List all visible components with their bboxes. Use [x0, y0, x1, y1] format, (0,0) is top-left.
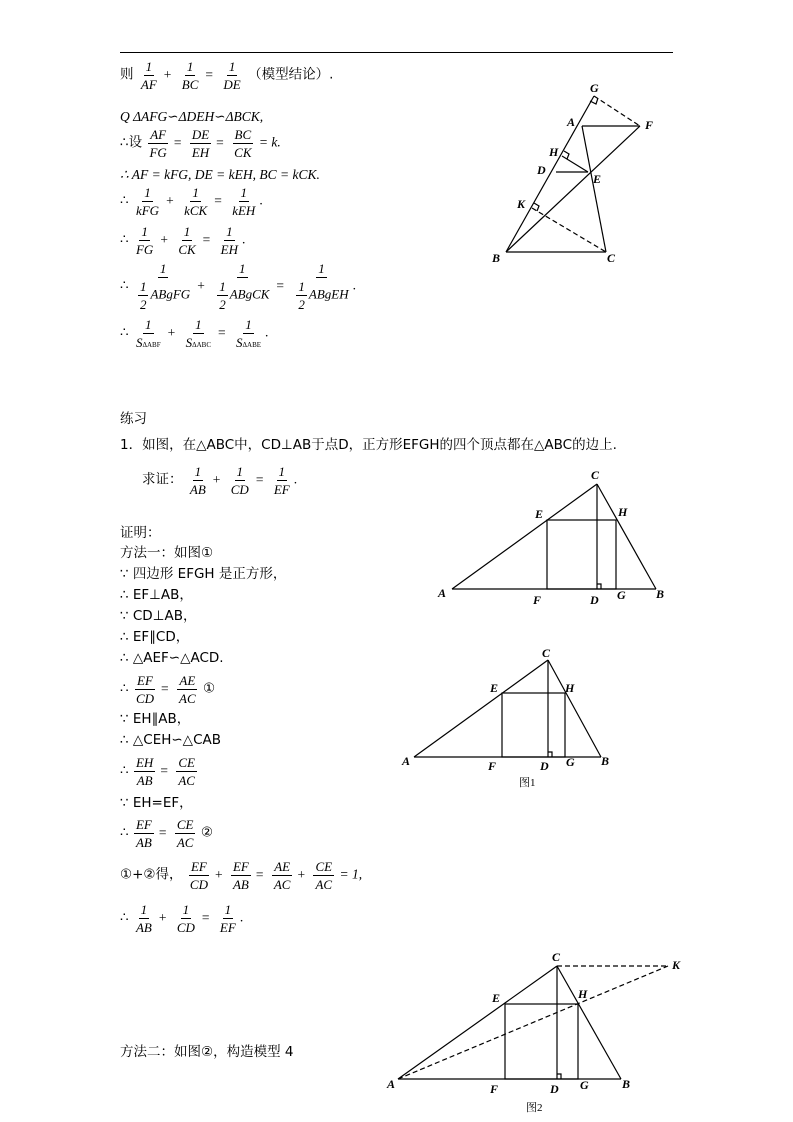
fig2-label-c: C	[552, 950, 561, 964]
frac-1-keh: $\frac{1}{\text{kEH}}$	[232, 185, 256, 218]
fig1-label-b: B	[601, 754, 610, 768]
step-eh-equals-ef: ∵ EH=EF，	[120, 795, 193, 811]
method-one-heading: 方法一：如图①	[120, 545, 214, 561]
frac-bc-ck: $\frac{BC}{CK}$	[234, 127, 252, 160]
fig-top-label-h: H	[549, 145, 559, 159]
fig2-label-g: G	[580, 1078, 589, 1092]
frac-area-abc: 1 $\frac{1}{2}$ ABgCK	[219, 261, 270, 312]
ratio-k-line: ∴设 $\frac{AF}{FG}$ = $\frac{DE}{EH}$ = $\frac{BC}{CK}$ = k.	[120, 127, 281, 160]
fig1-line-cb	[548, 660, 601, 757]
therefore-sign: ∴	[120, 192, 129, 208]
fig2-label-b: B	[622, 1077, 631, 1091]
area-expression-line: ∴ 1 $\frac{1}{2}$ ABgFG + 1 $\frac{1}{2}$ ABgCK = 1 $\frac{1}{2}$ ABgEH .	[120, 261, 357, 312]
fig2-caption: 图2	[526, 1102, 543, 1114]
frac-ef-cd-2: $\frac{EF}{CD}$	[189, 859, 208, 892]
frac-1-cd-2: $\frac{1}{CD}$	[176, 902, 195, 935]
frac-1-s-abf: $\frac{1}{\text{SΔABF}}$	[135, 317, 161, 350]
fig2-label-h: H	[578, 987, 588, 1001]
figure-a	[452, 484, 656, 589]
frac-1-ef-2: $\frac{1}{EF}$	[219, 902, 236, 935]
sum-label: ①+②得，	[120, 866, 183, 883]
fig-top-label-a: A	[567, 115, 576, 129]
frac-1-af: $\frac{1}{AF}$	[140, 59, 157, 92]
fig-a-line-ac	[452, 484, 597, 589]
fig-a-label-c: C	[591, 468, 600, 482]
fig-top-line-gf	[594, 96, 640, 126]
mark-one: ①	[203, 680, 216, 697]
model-conclusion-line: 则 $\frac{1}{AF}$ + $\frac{1}{BC}$ = $\frac{1}{DE}$ （模型结论）.	[120, 59, 334, 92]
frac-1-eh: $\frac{1}{EH}$	[220, 224, 238, 257]
fig-a-label-b: B	[656, 587, 665, 601]
therefore-sign: ∴	[120, 762, 129, 778]
fig-top-line-kc	[532, 208, 606, 252]
figure-2	[398, 966, 668, 1079]
frac-ce-ac-3: $\frac{CE}{AC}$	[315, 859, 333, 892]
ze-text: 则	[120, 66, 134, 83]
fig2-label-k: K	[672, 958, 681, 972]
fig-top-label-f: F	[645, 118, 654, 132]
frac-1-bc: $\frac{1}{BC}$	[181, 59, 199, 92]
therefore-sign: ∴	[120, 680, 129, 696]
frac-de-eh: $\frac{DE}{EH}$	[191, 127, 210, 160]
therefore-sign: ∴	[120, 324, 129, 340]
frac-ae-ac-2: $\frac{AE}{AC}$	[273, 859, 291, 892]
frac-1-ab: $\frac{1}{AB}$	[189, 464, 206, 497]
frac-1-kfg: $\frac{1}{\text{kFG}}$	[135, 185, 160, 218]
fig-top-line-ac	[582, 126, 606, 252]
ratio-one-line: ∴ $\frac{EF}{CD}$ = $\frac{AE}{AC}$ ①	[120, 673, 216, 706]
frac-1-cd: $\frac{1}{CD}$	[230, 464, 249, 497]
frac-1-ck: $\frac{1}{CK}$	[178, 224, 196, 257]
fig1-label-d: D	[540, 759, 549, 773]
fig1-line-ac	[414, 660, 548, 757]
method-two-heading: 方法二：如图②，构造模型 4	[120, 1044, 294, 1060]
fig-a-label-f: F	[533, 593, 542, 607]
fig-a-label-e: E	[535, 507, 544, 521]
fig-top-line-he	[562, 156, 588, 172]
conclusion-line: ∴ $\frac{1}{AB}$ + $\frac{1}{CD}$ = $\frac{1}{EF}$ .	[120, 902, 244, 935]
frac-1-kck: $\frac{1}{\text{kCK}}$	[184, 185, 208, 218]
frac-af-fg: $\frac{AF}{FG}$	[149, 127, 167, 160]
fig1-label-f: F	[488, 759, 497, 773]
fig1-label-h: H	[565, 681, 575, 695]
step-similar-aef: ∴ △AEF∽△ACD.	[120, 650, 224, 666]
step-cd-perp: ∵ CD⊥AB，	[120, 608, 197, 624]
sum-line: ①+②得， $\frac{EF}{CD}$ + $\frac{EF}{AB}$ = $\frac{AE}{AC}$ + $\frac{CE}{AC}$ = 1,	[120, 859, 363, 892]
fig2-line-cb	[557, 966, 621, 1079]
step-ef-parallel: ∴ EF∥CD，	[120, 629, 190, 645]
fig-top-label-d: D	[537, 163, 546, 177]
therefore-sign: ∴	[120, 277, 129, 293]
proof-label: 证明：	[120, 525, 161, 541]
fig2-square-efgh	[505, 1004, 578, 1079]
mark-two: ②	[200, 824, 213, 841]
fig-top-label-g: G	[590, 81, 599, 95]
therefore-sign: ∴	[120, 231, 129, 247]
frac-1-fg: $\frac{1}{FG}$	[135, 224, 154, 257]
fig-a-line-cb	[597, 484, 656, 589]
frac-area-abe: 1 $\frac{1}{2}$ ABgEH	[298, 261, 349, 312]
frac-area-abf: 1 $\frac{1}{2}$ ABgFG	[139, 261, 191, 312]
fig-top-label-k: K	[517, 197, 526, 211]
fig-top-right-angle-g	[590, 98, 598, 104]
fig-top-line-bg	[506, 96, 594, 252]
fig-top-line-bf	[506, 126, 640, 252]
therefore-sign: ∴	[120, 824, 129, 840]
eq-one: = 1,	[339, 866, 363, 882]
fig2-label-d: D	[550, 1082, 559, 1096]
similar-triangles-line: Q ΔAFG∽ΔDEH∽ΔBCK,	[120, 109, 264, 124]
fig1-label-a: A	[402, 754, 411, 768]
fig1-label-e: E	[490, 681, 499, 695]
frac-eh-ab: $\frac{EH}{AB}$	[135, 755, 154, 788]
step-ef-perp: ∴ EF⊥AB，	[120, 587, 193, 603]
fig2-label-f: F	[490, 1082, 499, 1096]
frac-1-ab-2: $\frac{1}{AB}$	[135, 902, 152, 935]
fig1-label-c: C	[542, 646, 551, 660]
area-s-line: ∴ $\frac{1}{\text{SΔABF}}$ + $\frac{1}{\text{SΔABC}}$ = $\frac{1}{\text{SΔABE}}$ .	[120, 317, 269, 350]
ratio-eh-line: ∴ $\frac{EH}{AB}$ = $\frac{CE}{AC}$	[120, 755, 195, 788]
fig1-caption: 图1	[519, 777, 536, 789]
eq-k: = k.	[258, 134, 281, 150]
frac-ce-ac-2: $\frac{CE}{AC}$	[176, 817, 194, 850]
step-similar-ceh: ∴ △CEH∽△CAB	[120, 732, 221, 748]
frac-ef-ab-2: $\frac{EF}{AB}$	[232, 859, 249, 892]
frac-1-s-abc: $\frac{1}{\text{SΔABC}}$	[185, 317, 212, 350]
she-text: ∴设	[120, 134, 143, 151]
fig-a-label-h: H	[618, 505, 628, 519]
frac-1-de: $\frac{1}{DE}$	[223, 59, 241, 92]
practice-heading: 练习	[120, 411, 147, 427]
fig-top-label-e: E	[593, 172, 602, 186]
frac-1-ef: $\frac{1}{EF}$	[273, 464, 290, 497]
fig1-square-efgh	[502, 693, 565, 757]
k-relations-line: ∴ AF = kFG, DE = kEH, BC = kCK.	[120, 167, 320, 182]
fig-top-label-c: C	[607, 251, 616, 265]
therefore-sign: ∴	[120, 909, 129, 925]
step-square: ∵ 四边形 EFGH 是正方形，	[120, 566, 287, 582]
fig2-label-e: E	[492, 991, 501, 1005]
frac-ce-ac: $\frac{CE}{AC}$	[178, 755, 195, 788]
frac-1-s-abe: $\frac{1}{\text{SΔABE}}$	[236, 317, 262, 350]
frac-ef-cd: $\frac{EF}{CD}$	[135, 673, 155, 706]
frac-ef-ab: $\frac{EF}{AB}$	[135, 817, 152, 850]
k-fraction-line: ∴ $\frac{1}{\text{kFG}}$ + $\frac{1}{\text{kCK}}$ = $\frac{1}{\text{kEH}}$ .	[120, 185, 263, 218]
fig-a-label-a: A	[438, 586, 447, 600]
problem-statement: 1．如图，在△ABC中，CD⊥AB于点D，正方形EFGH的四个顶点都在△ABC的边上.	[120, 437, 617, 453]
ratio-two-line: ∴ $\frac{EF}{AB}$ = $\frac{CE}{AC}$ ②	[120, 817, 213, 850]
frac-ae-ac: $\frac{AE}{AC}$	[179, 673, 196, 706]
fig-top-label-b: B	[492, 251, 501, 265]
fig-a-label-g: G	[617, 588, 626, 602]
step-eh-parallel: ∵ EH∥AB，	[120, 711, 191, 727]
prove-statement: 求证： $\frac{1}{AB}$ + $\frac{1}{CD}$ = $\frac{1}{EF}$ .	[142, 464, 298, 497]
fig1-label-g: G	[566, 755, 575, 769]
model-note: （模型结论）.	[248, 66, 334, 83]
fig-a-square-efgh	[547, 520, 616, 589]
height-fraction-line: ∴ $\frac{1}{FG}$ + $\frac{1}{CK}$ = $\frac{1}{EH}$ .	[120, 224, 246, 257]
fig-a-label-d: D	[590, 593, 599, 607]
figure-1	[414, 660, 601, 757]
prove-label: 求证：	[142, 471, 183, 488]
fig2-label-a: A	[387, 1077, 396, 1091]
